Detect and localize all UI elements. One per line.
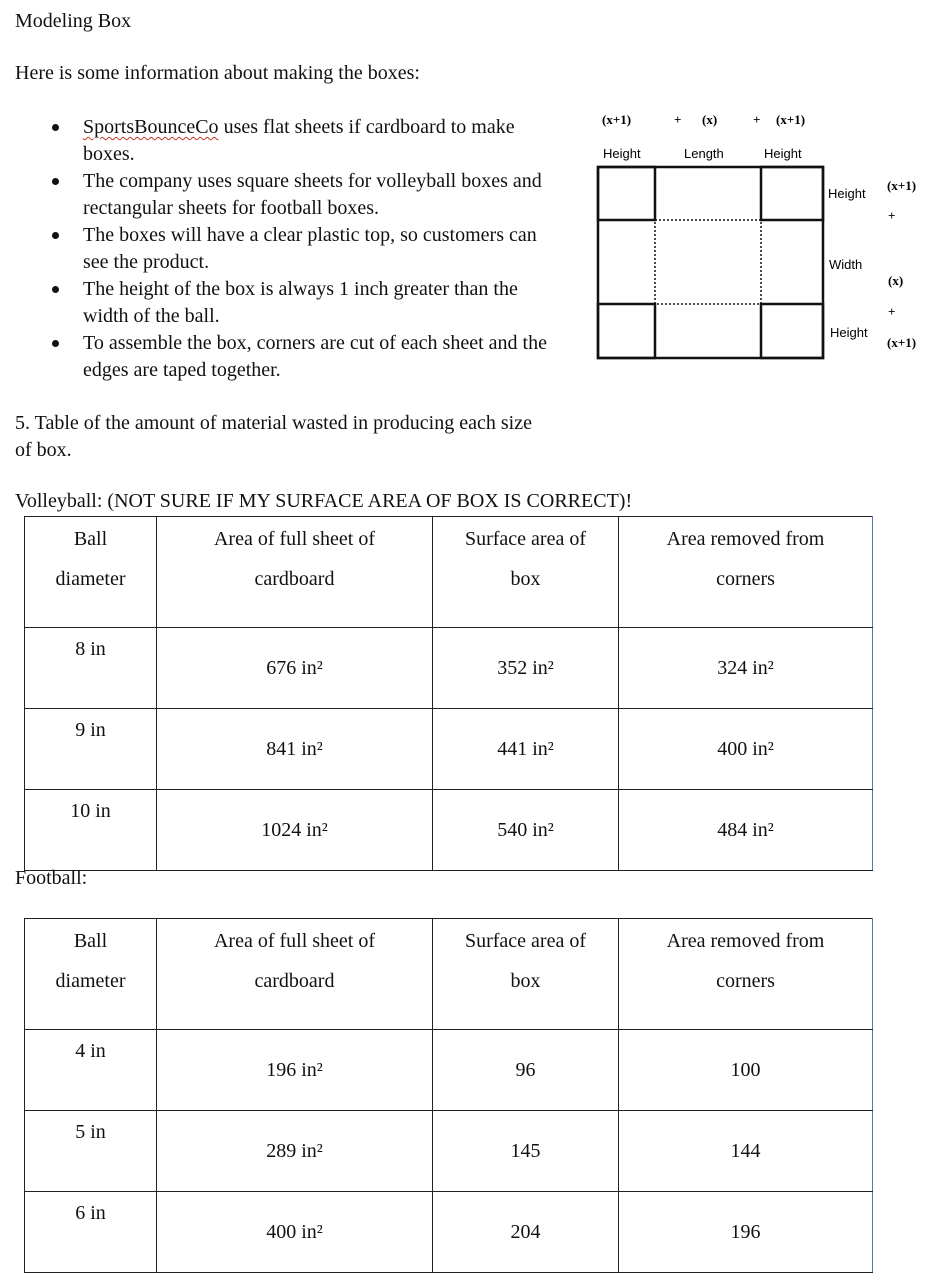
- table-cell: 10 in: [25, 790, 157, 871]
- intro-text: Here is some information about making the boxes:: [15, 62, 420, 84]
- expr-plus: +: [674, 112, 682, 127]
- bullet-item: [52, 114, 552, 168]
- header-cell: Ball diameter: [25, 517, 157, 628]
- bullet-text: The height of the box is always 1 inch greater than the width of the ball.: [83, 278, 518, 327]
- bullet-item: [52, 168, 552, 222]
- table-cell: 484 in²: [619, 790, 873, 871]
- header-cell: Area of full sheet of cardboard: [157, 919, 433, 1030]
- question-text: 5. Table of the amount of material wasted in producing each size of box.: [15, 412, 532, 461]
- table-cell: 8 in: [25, 628, 157, 709]
- bullet-dot: [52, 340, 59, 347]
- fold-lines: [655, 220, 761, 304]
- table-row: [25, 1192, 873, 1273]
- bullet-dot: [52, 286, 59, 293]
- bullet-item: [52, 222, 552, 276]
- corner-cut-bottom-right: [761, 304, 823, 358]
- volleyball-table: [24, 516, 873, 871]
- page-title: Modeling Box: [15, 10, 132, 32]
- table-header-row: [25, 517, 873, 628]
- corner-cut-top-right: [761, 167, 823, 220]
- side-expr-width: (x): [888, 273, 904, 288]
- side-expr-plus: +: [888, 208, 896, 223]
- table-cell: 540 in²: [433, 790, 619, 871]
- label-length: Length: [684, 146, 724, 161]
- bullet-item: [52, 330, 552, 384]
- bullet-item: [52, 276, 552, 330]
- table-row: [25, 790, 873, 871]
- expr-height-right: (x+1): [776, 112, 806, 127]
- table-cell: 400 in²: [157, 1192, 433, 1273]
- table-cell: 841 in²: [157, 709, 433, 790]
- table-cell: 196: [619, 1192, 873, 1273]
- bullet-text: The boxes will have a clear plastic top, so customers can see the product.: [83, 224, 537, 273]
- side-expr-bottom: (x+1): [887, 335, 917, 350]
- bullet-dot: [52, 124, 59, 131]
- table-row: [25, 709, 873, 790]
- label-height-side-top: Height: [828, 186, 866, 201]
- label-width: Width: [829, 257, 863, 272]
- table-cell: 196 in²: [157, 1030, 433, 1111]
- info-bullet-list: [52, 114, 552, 384]
- table-row: [25, 628, 873, 709]
- header-cell: Area removed from corners: [619, 517, 873, 628]
- header-cell: Ball diameter: [25, 919, 157, 1030]
- table-cell: 204: [433, 1192, 619, 1273]
- label-height-top-right: Height: [764, 146, 802, 161]
- header-cell: Area removed from corners: [619, 919, 873, 1030]
- table-cell: 4 in: [25, 1030, 157, 1111]
- football-table: [24, 918, 873, 1273]
- header-cell: Surface area of box: [433, 919, 619, 1030]
- bullet-text: To assemble the box, corners are cut of each sheet and the edges are taped together.: [83, 332, 547, 381]
- table-cell: 400 in²: [619, 709, 873, 790]
- table-cell: 441 in²: [433, 709, 619, 790]
- table-cell: 96: [433, 1030, 619, 1111]
- bullet-text: uses flat sheets if cardboard to make boxes.: [83, 116, 515, 165]
- box-net-diagram: [590, 105, 936, 365]
- expr-plus: +: [753, 112, 761, 127]
- table-row: [25, 1111, 873, 1192]
- bullet-dot: [52, 178, 59, 185]
- side-expr-plus: +: [888, 304, 896, 319]
- header-cell: Surface area of box: [433, 517, 619, 628]
- expr-height-left: (x+1): [602, 112, 632, 127]
- bullet-text: The company uses square sheets for volleyball boxes and rectangular sheets for football boxes.: [83, 170, 542, 219]
- bullet-dot: [52, 232, 59, 239]
- label-height-top-left: Height: [603, 146, 641, 161]
- table-row: [25, 1030, 873, 1111]
- table-cell: 9 in: [25, 709, 157, 790]
- table-cell: 100: [619, 1030, 873, 1111]
- table-header-row: [25, 919, 873, 1030]
- table-cell: 6 in: [25, 1192, 157, 1273]
- football-label: Football:: [15, 867, 88, 889]
- table-cell: 145: [433, 1111, 619, 1192]
- sheet-outline: [598, 167, 823, 358]
- side-expr-top: (x+1): [887, 178, 917, 193]
- table-cell: 676 in²: [157, 628, 433, 709]
- table-cell: 289 in²: [157, 1111, 433, 1192]
- corner-cut-bottom-left: [598, 304, 655, 358]
- label-height-side-bottom: Height: [830, 325, 868, 340]
- spellcheck-word: SportsBounceCo: [83, 116, 219, 138]
- volleyball-label: Volleyball: (NOT SURE IF MY SURFACE AREA OF BOX IS CORRECT)!: [15, 490, 633, 512]
- table-cell: 352 in²: [433, 628, 619, 709]
- table-cell: 1024 in²: [157, 790, 433, 871]
- table-cell: 324 in²: [619, 628, 873, 709]
- table-cell: 5 in: [25, 1111, 157, 1192]
- table-cell: 144: [619, 1111, 873, 1192]
- corner-cut-top-left: [598, 167, 655, 220]
- header-cell: Area of full sheet of cardboard: [157, 517, 433, 628]
- expr-length: (x): [702, 112, 718, 127]
